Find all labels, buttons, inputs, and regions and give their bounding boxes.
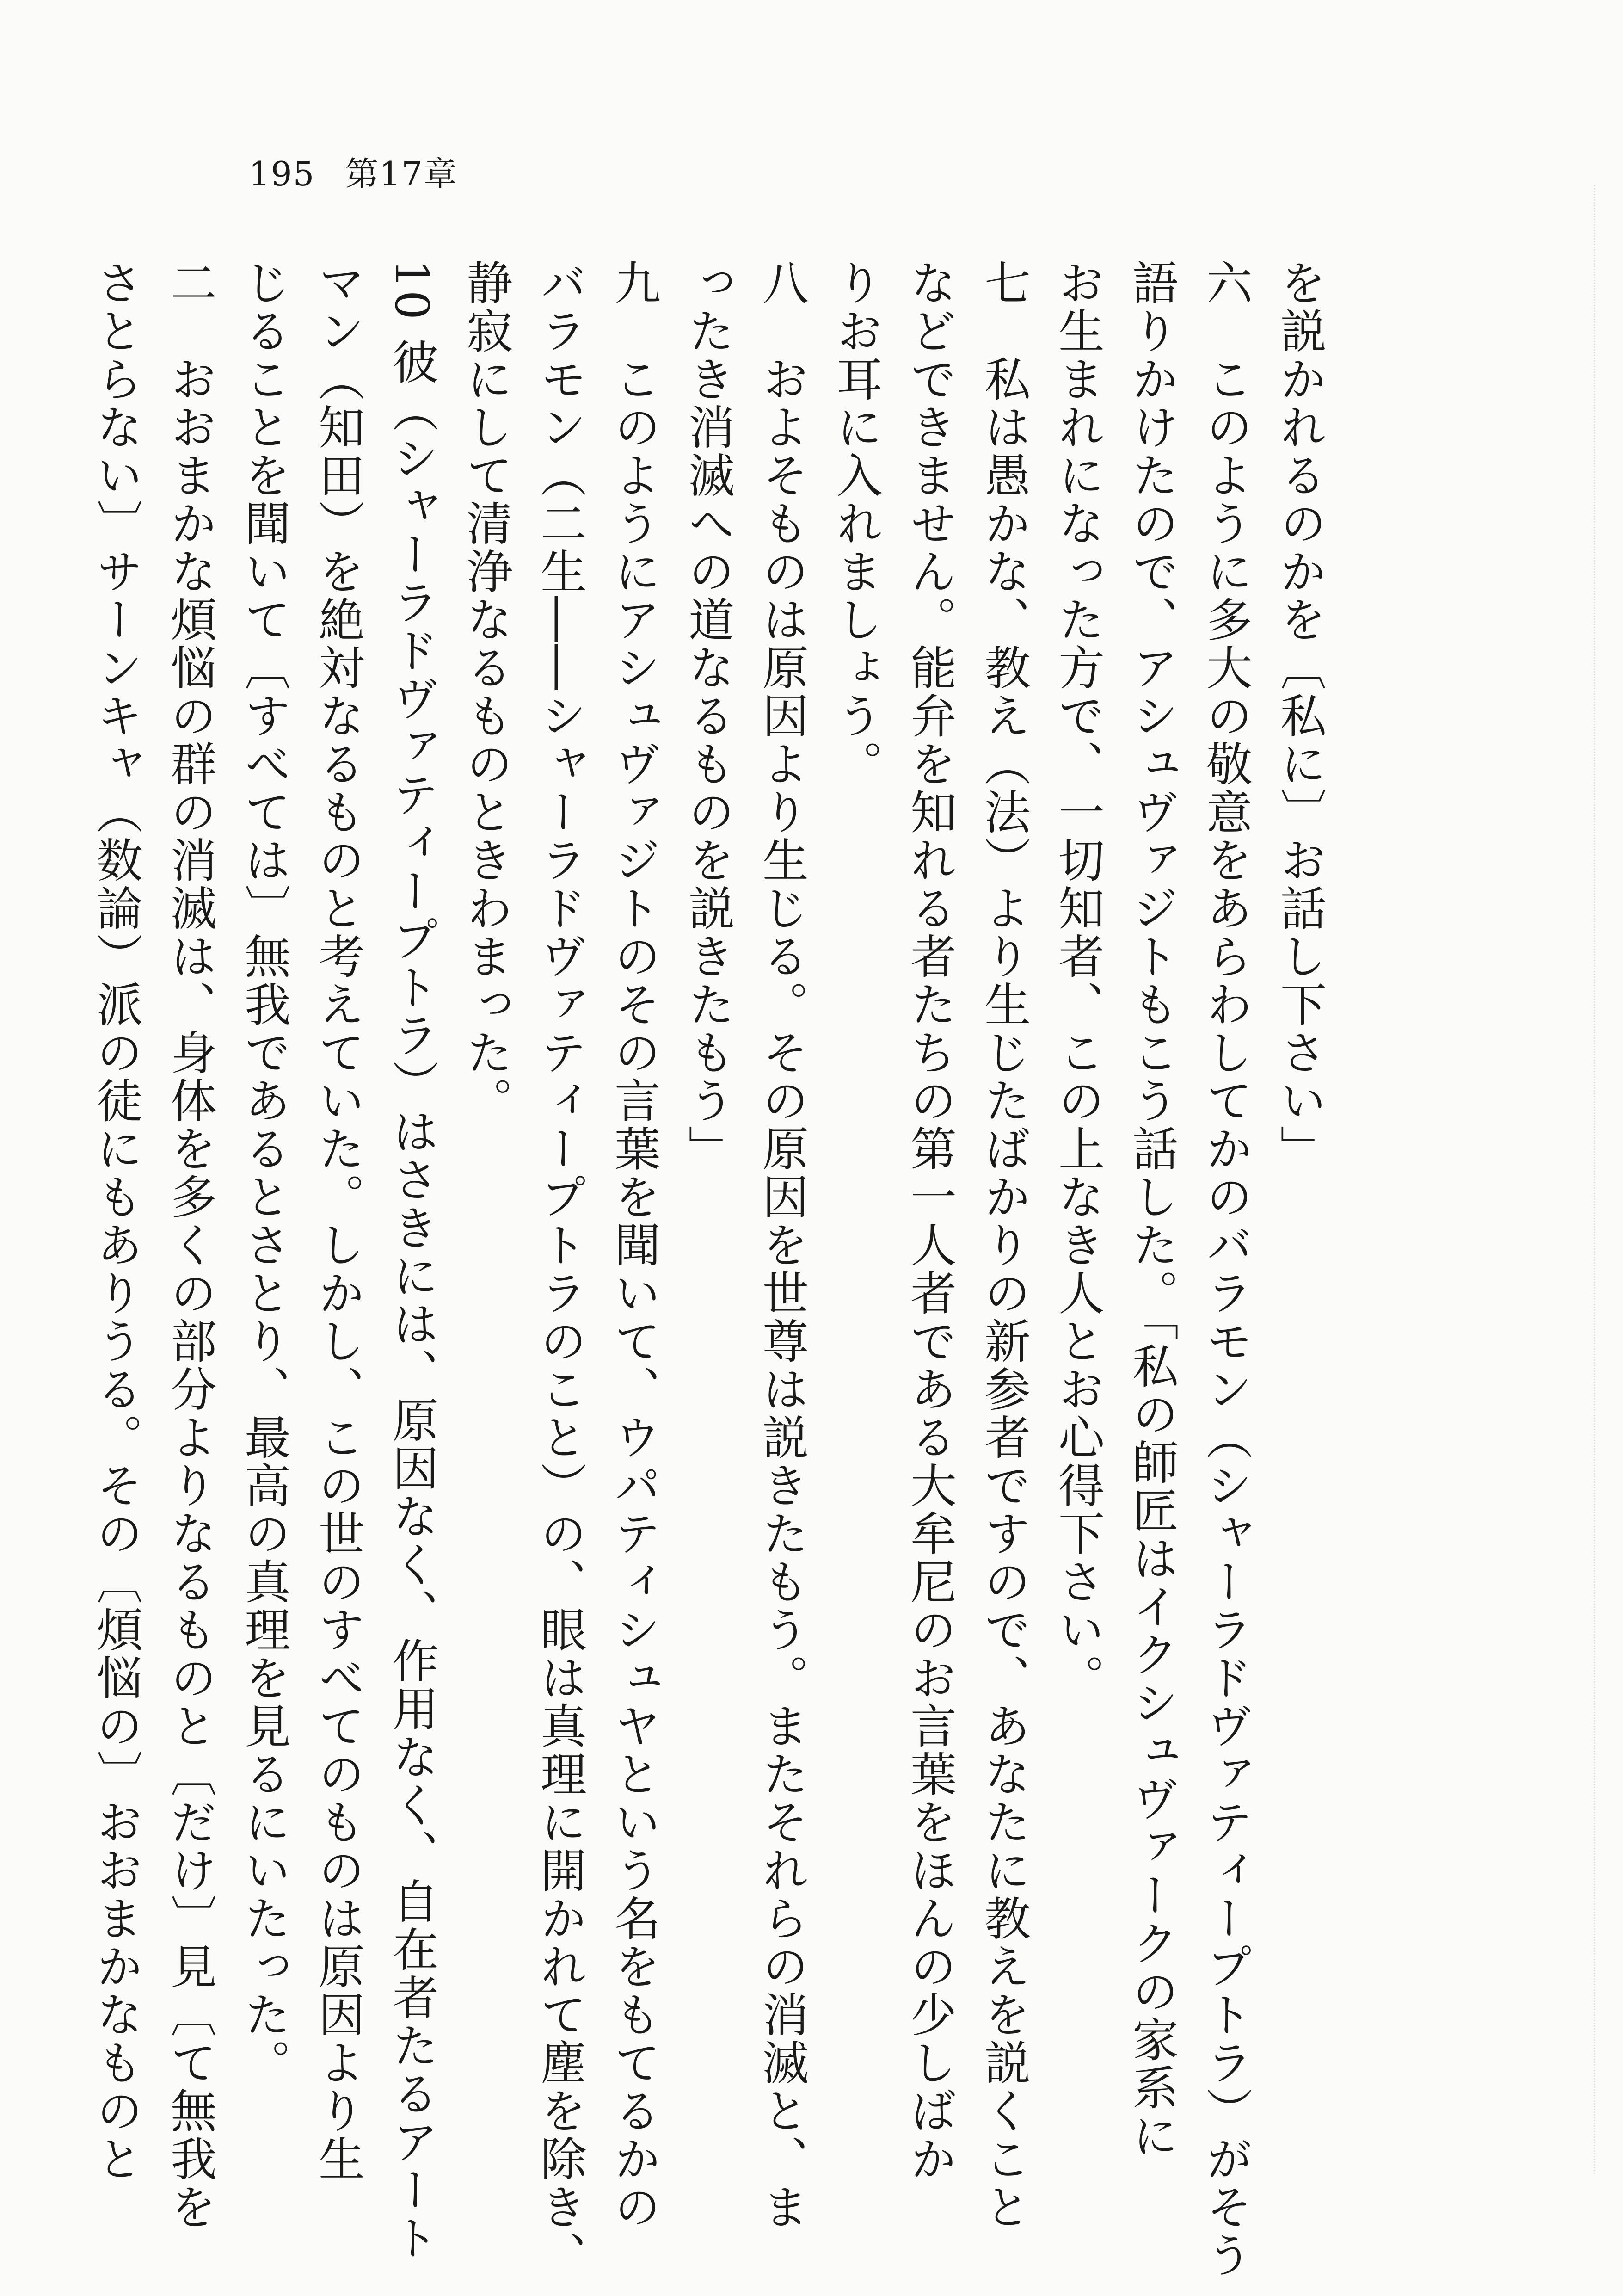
text-line: 語りかけたので、アシュヴァジトもこう話した。「私の師匠はイクシュヴァークの家系に xyxy=(1125,259,1179,2160)
text-line: 六 このように多大の敬意をあらわしてかのバラモン（シャーラドヴァティープトラ）がそう xyxy=(1199,259,1253,2279)
text-line: 10 彼（シャーラドヴァティープトラ）はさきには、原因なく、作用なく、自在者たるアート xyxy=(385,259,439,2263)
text-line: お生まれになった方で、一切知者、この上なき人とお心得下さい。 xyxy=(1051,259,1105,1702)
text-line: マン（知田）を絶対なるものと考えていた。しかし、この世のすべてのものは原因より生 xyxy=(311,259,365,2183)
text-line: 七 私は愚かな、教え（法）より生じたばかりの新参者ですので、あなたに教えを説くこと xyxy=(977,259,1031,2231)
vertical-text-body xyxy=(79,259,1336,2279)
text-line: バラモン（二生――シャーラドヴァティープトラのこと）の、眼は真理に開かれて塵を除き、 xyxy=(533,259,587,2279)
text-line: ったき消滅への道なるものを説きたもう」 xyxy=(681,259,735,1173)
scan-edge-shadow xyxy=(1585,185,1595,2174)
page-header xyxy=(249,147,458,195)
text-line: じることを聞いて〔すべては〕無我であるとさとり、最高の真理を見るにいたった。 xyxy=(237,259,291,2087)
text-line: などできません。能弁を知れる者たちの第一人者である大牟尼のお言葉をほんの少しばか xyxy=(903,259,957,2183)
text-line: 二 おおまかな煩悩の群の消滅は、身体を多くの部分よりなるものと〔だけ〕見〔て無我を xyxy=(163,259,217,2231)
text-line: 静寂にして清浄なるものときわまった。 xyxy=(459,259,513,1125)
text-line: 八 およそものは原因より生じる。その原因を世尊は説きたもう。またそれらの消滅と、ま xyxy=(755,259,809,2231)
text-line: 九 このようにアシュヴァジトのその言葉を聞いて、ウパティシュヤという名をもてるかの xyxy=(607,259,661,2231)
page-number: 195 xyxy=(249,154,315,193)
text-line: さとらない〕サーンキャ（数論）派の徒にもありうる。その〔煩悩の〕おおまかなものと xyxy=(89,259,143,2183)
chapter-title: 第17章 xyxy=(345,154,458,193)
text-line: りお耳に入れましょう。 xyxy=(829,259,883,788)
text-line: を説かれるのかを〔私に〕お話し下さい」 xyxy=(1273,259,1327,1173)
